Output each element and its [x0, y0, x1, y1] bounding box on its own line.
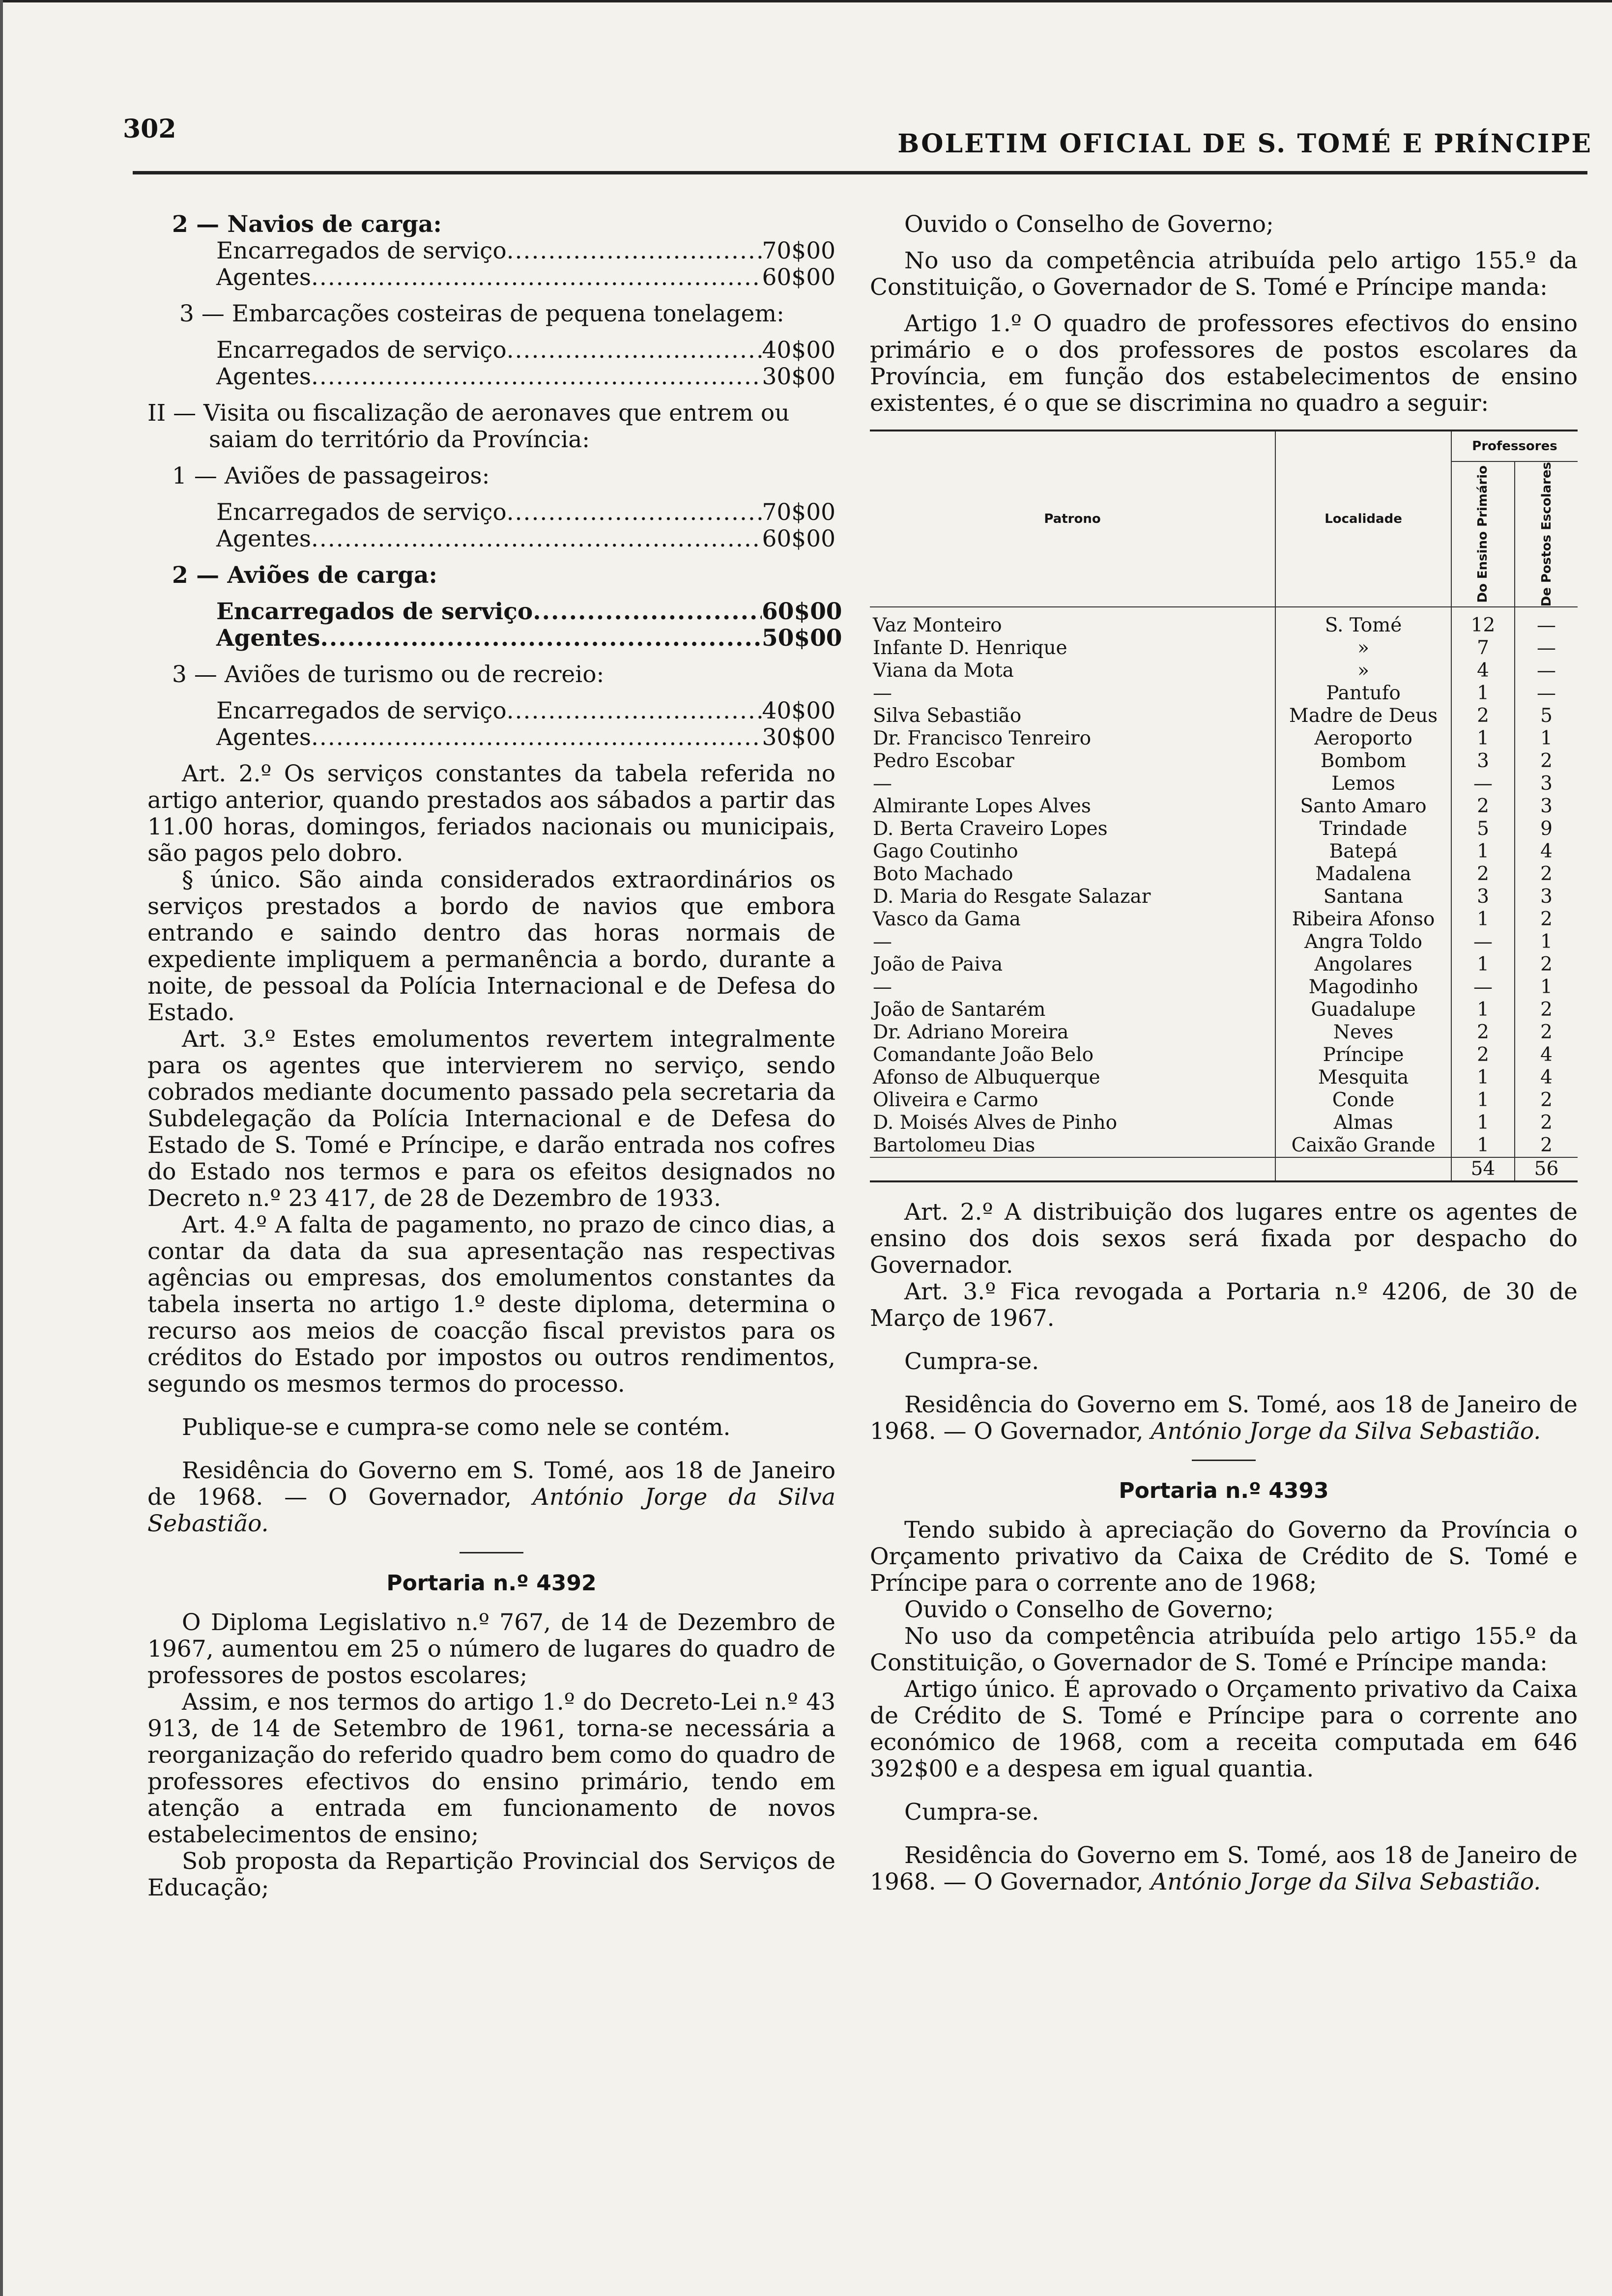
- section-heading: 3 — Embarcações costeiras de pequena tonelagem:: [179, 300, 784, 327]
- fee-row: [216, 337, 835, 364]
- cell-primario: 1: [1451, 1134, 1515, 1157]
- fee-label: Encarregados de serviço: [216, 499, 507, 526]
- paragraph: O Diploma Legislativo n.º 767, de 14 de Dezembro de 1967, aumentou em 25 o número de lugares do quadro de professores de postos escolares;: [147, 1609, 835, 1689]
- paragraph: Tendo subido à apreciação do Governo da Província o Orçamento privativo da Caixa de Crédito de S. Tomé e Príncipe para o corrente ano de 1968;: [870, 1517, 1578, 1597]
- table-row: [870, 818, 1578, 840]
- cell-postos: 2: [1515, 953, 1578, 976]
- fee-row: [216, 264, 835, 291]
- cell-localidade: Magodinho: [1275, 976, 1451, 999]
- cell-localidade: Guadalupe: [1275, 999, 1451, 1021]
- cell-localidade: Madre de Deus: [1275, 705, 1451, 727]
- cell-patrono: Comandante João Belo: [873, 1044, 1094, 1066]
- cell-postos: 2: [1515, 908, 1578, 931]
- col-header-primario: Do Ensino Primário: [1451, 461, 1515, 607]
- governor-name: António Jorge da Silva Sebastião.: [1151, 1868, 1541, 1896]
- table-row: [870, 795, 1578, 818]
- right-column: [870, 211, 1578, 1895]
- cell-patrono: Pedro Escobar: [873, 750, 1014, 773]
- dot-leader: [507, 337, 762, 364]
- cell-patrono: Afonso de Albuquerque: [873, 1066, 1100, 1089]
- cell-patrono: Almirante Lopes Alves: [873, 795, 1091, 818]
- fee-row: [216, 499, 835, 526]
- cell-postos: 4: [1515, 840, 1578, 863]
- cell-localidade: Angolares: [1275, 953, 1451, 976]
- cell-localidade: Ribeira Afonso: [1275, 908, 1451, 931]
- col-header-professores: Professores: [1451, 430, 1578, 461]
- table-row: [870, 1112, 1578, 1134]
- teachers-table: [870, 430, 1578, 1182]
- closing-clause: Cumpra-se.: [904, 1348, 1039, 1376]
- cell-primario: 2: [1451, 705, 1515, 727]
- fee-row: [216, 238, 835, 264]
- fee-row: [216, 526, 835, 552]
- cell-patrono: Dr. Francisco Tenreiro: [873, 727, 1092, 750]
- cell-patrono: Vaz Monteiro: [873, 614, 1002, 637]
- cell-localidade: Pantufo: [1275, 682, 1451, 705]
- cell-localidade: Mesquita: [1275, 1066, 1451, 1089]
- portaria-title: Portaria n.º 4392: [386, 1571, 597, 1596]
- closing-clause: Cumpra-se.: [904, 1799, 1039, 1826]
- table-row: [870, 1021, 1578, 1044]
- dot-leader: [507, 238, 762, 264]
- cell-patrono: —: [873, 976, 892, 999]
- paragraph: Ouvido o Conselho de Governo;: [904, 211, 1274, 238]
- cell-postos: 4: [1515, 1044, 1578, 1066]
- section-heading: II — Visita ou fiscalização de aeronaves que entrem ou saiam do território da Província:: [147, 400, 790, 453]
- fee-value: 70$00: [762, 237, 835, 264]
- fee-row: [216, 698, 835, 724]
- cell-primario: 5: [1451, 818, 1515, 840]
- paragraph: No uso da competência atribuída pelo artigo 155.º da Constituição, o Governador de S. Tomé e Príncipe manda:: [870, 1623, 1578, 1677]
- cell-primario: 2: [1451, 795, 1515, 818]
- table-row: [870, 1066, 1578, 1089]
- fee-label: Agentes: [216, 724, 311, 751]
- fee-value: 40$00: [762, 337, 835, 364]
- cell-localidade: Almas: [1275, 1112, 1451, 1134]
- col-header-postos: De Postos Escolares: [1515, 461, 1578, 607]
- cell-localidade: S. Tomé: [1275, 607, 1451, 637]
- paragraph: Ouvido o Conselho de Governo;: [904, 1596, 1274, 1624]
- fee-list: [147, 499, 835, 552]
- table-row: [870, 976, 1578, 999]
- cell-postos: 2: [1515, 999, 1578, 1021]
- fee-label: Encarregados de serviço: [216, 237, 507, 264]
- cell-postos: —: [1515, 682, 1578, 705]
- cell-patrono: Vasco da Gama: [873, 908, 1021, 931]
- section-heading: 2 — Navios de carga:: [172, 211, 442, 238]
- cell-primario: 1: [1451, 953, 1515, 976]
- article-2: Art. 2.º A distribuição dos lugares entre os agentes de ensino dos dois sexos será fixada por despacho do Governador.: [870, 1199, 1578, 1279]
- cell-primario: 3: [1451, 886, 1515, 908]
- table-row: [870, 660, 1578, 682]
- fee-label: Encarregados de serviço: [216, 337, 507, 364]
- paragraph: Sob proposta da Repartição Provincial dos Serviços de Educação;: [147, 1848, 835, 1901]
- fee-label: Encarregados de serviço: [216, 598, 533, 625]
- governor-name: António Jorge da Silva Sebastião.: [147, 1484, 835, 1537]
- cell-localidade: Trindade: [1275, 818, 1451, 840]
- fee-list: [147, 598, 842, 652]
- dot-leader: [533, 599, 762, 625]
- fee-list: [147, 698, 835, 751]
- col-header-patrono: Patrono: [1044, 512, 1101, 527]
- table-row: [870, 840, 1578, 863]
- cell-primario: 1: [1451, 999, 1515, 1021]
- paragraph: Assim, e nos termos do artigo 1.º do Decreto-Lei n.º 43 913, de 14 de Setembro de 1961, torna-se necessária a reorganização do referido quadro bem como do quadro de professores efectivos do ensino primário, tendo em atenção a entrada em funcionamento de novos estabelecimentos de ensino;: [147, 1689, 835, 1848]
- cell-patrono: —: [873, 773, 892, 795]
- cell-postos: 1: [1515, 727, 1578, 750]
- cell-postos: 3: [1515, 795, 1578, 818]
- single-paragraph: § único. São ainda considerados extraordinários os serviços prestados a bordo de navios que embora entrando e saindo dentro das horas normais de expediente impliquem a permanência a bordo, durante a noite, de pessoal da Polícia Internacional e de Defesa do Estado.: [147, 866, 835, 1026]
- cell-primario: 1: [1451, 1112, 1515, 1134]
- cell-primario: 1: [1451, 727, 1515, 750]
- cell-localidade: Príncipe: [1275, 1044, 1451, 1066]
- fee-label: Agentes: [216, 625, 320, 652]
- cell-primario: 4: [1451, 660, 1515, 682]
- cell-patrono: D. Berta Craveiro Lopes: [873, 818, 1108, 840]
- cell-localidade: Caixão Grande: [1275, 1134, 1451, 1157]
- cell-postos: —: [1515, 607, 1578, 637]
- fee-value: 70$00: [762, 499, 835, 526]
- table-row: [870, 705, 1578, 727]
- table-row: [870, 999, 1578, 1021]
- dot-leader: [507, 698, 762, 724]
- cell-localidade: Bombom: [1275, 750, 1451, 773]
- fee-list: [147, 337, 835, 390]
- cell-patrono: D. Maria do Resgate Salazar: [873, 886, 1151, 908]
- cell-patrono: —: [873, 682, 892, 705]
- fee-label: Agentes: [216, 525, 311, 552]
- residence-text: Residência do Governo em S. Tomé, aos 18 de Janeiro de 1968. — O Governador,: [870, 1391, 1578, 1445]
- cell-primario: 2: [1451, 1021, 1515, 1044]
- cell-primario: 1: [1451, 840, 1515, 863]
- fee-label: Agentes: [216, 264, 311, 291]
- portaria-title: Portaria n.º 4393: [1119, 1478, 1329, 1504]
- page-left-border: [0, 0, 3, 2296]
- dot-leader: [311, 526, 762, 552]
- cell-primario: 1: [1451, 908, 1515, 931]
- cell-patrono: Infante D. Henrique: [873, 637, 1067, 660]
- cell-localidade: Aeroporto: [1275, 727, 1451, 750]
- cell-postos: 2: [1515, 750, 1578, 773]
- cell-patrono: Oliveira e Carmo: [873, 1089, 1038, 1112]
- cell-postos: 2: [1515, 1021, 1578, 1044]
- cell-localidade: »: [1275, 637, 1451, 660]
- fee-row: [216, 625, 842, 652]
- cell-postos: —: [1515, 637, 1578, 660]
- cell-postos: —: [1515, 660, 1578, 682]
- cell-primario: —: [1451, 773, 1515, 795]
- table-row: [870, 1134, 1578, 1157]
- cell-postos: 5: [1515, 705, 1578, 727]
- residence-text: Residência do Governo em S. Tomé, aos 18 de Janeiro de 1968. — O Governador,: [147, 1457, 835, 1511]
- cell-localidade: »: [1275, 660, 1451, 682]
- cell-primario: —: [1451, 976, 1515, 999]
- cell-localidade: Neves: [1275, 1021, 1451, 1044]
- cell-primario: 2: [1451, 1044, 1515, 1066]
- cell-postos: 2: [1515, 863, 1578, 886]
- section-separator: [460, 1552, 523, 1553]
- cell-primario: 3: [1451, 750, 1515, 773]
- cell-primario: 7: [1451, 637, 1515, 660]
- dot-leader: [311, 364, 762, 390]
- table-row: [870, 953, 1578, 976]
- article-1: Artigo 1.º O quadro de professores efectivos do ensino primário e o dos professores de postos escolares da Província, em função dos estabelecimentos de ensino existentes, é o que se discrimina no quadro a seguir:: [870, 310, 1578, 417]
- cell-postos: 4: [1515, 1066, 1578, 1089]
- signature-block: [870, 1842, 1578, 1895]
- publish-clause: Publique-se e cumpra-se como nele se contém.: [182, 1414, 731, 1441]
- table-row: [870, 1044, 1578, 1066]
- cell-localidade: Batepá: [1275, 840, 1451, 863]
- fee-value: 60$00: [762, 264, 835, 291]
- governor-name: António Jorge da Silva Sebastião.: [1151, 1418, 1541, 1445]
- total-postos: 56: [1515, 1157, 1578, 1181]
- section-separator: [1192, 1460, 1256, 1461]
- cell-localidade: Conde: [1275, 1089, 1451, 1112]
- cell-postos: 2: [1515, 1112, 1578, 1134]
- table-row: [870, 1089, 1578, 1112]
- fee-row: [216, 724, 835, 751]
- left-column: [147, 211, 842, 1901]
- header-rule: [133, 171, 1587, 174]
- cell-postos: 1: [1515, 976, 1578, 999]
- cell-primario: 1: [1451, 1066, 1515, 1089]
- cell-localidade: Angra Toldo: [1275, 931, 1451, 953]
- cell-patrono: Boto Machado: [873, 863, 1013, 886]
- signature-block: [870, 1392, 1578, 1445]
- cell-postos: 2: [1515, 1134, 1578, 1157]
- cell-localidade: Madalena: [1275, 863, 1451, 886]
- article-4: Art. 4.º A falta de pagamento, no prazo de cinco dias, a contar da data da sua apresentação nas respectivas agências ou empresas, dos emolumentos constantes da tabela inserta no artigo 1.º deste diploma, determina o recurso aos meios de coacção fiscal previstos para os créditos do Estado por impostos ou outros rendimentos, segundo os mesmos termos do processo.: [147, 1211, 835, 1398]
- cell-primario: 2: [1451, 863, 1515, 886]
- table-row: [870, 607, 1578, 637]
- fee-row: [216, 364, 835, 390]
- cell-patrono: Dr. Adriano Moreira: [873, 1021, 1069, 1044]
- cell-primario: 12: [1451, 607, 1515, 637]
- cell-primario: 1: [1451, 682, 1515, 705]
- cell-localidade: Santana: [1275, 886, 1451, 908]
- residence-text: Residência do Governo em S. Tomé, aos 18 de Janeiro de 1968. — O Governador,: [870, 1842, 1578, 1896]
- dot-leader: [311, 724, 762, 751]
- cell-patrono: João de Santarém: [873, 999, 1046, 1021]
- cell-primario: 1: [1451, 1089, 1515, 1112]
- article-3: Art. 3.º Estes emolumentos revertem integralmente para os agentes que intervierem no serviço, sendo cobrados mediante documento passado pela secretaria da Subdelegação da Polícia Internacional e de Defesa do Estado de S. Tomé e Príncipe, e darão entrada nos cofres do Estado nos termos e para os efeitos designados no Decreto n.º 23 417, de 28 de Dezembro de 1933.: [147, 1026, 835, 1212]
- table-row: [870, 750, 1578, 773]
- fee-value: 30$00: [762, 363, 835, 390]
- article-3: Art. 3.º Fica revogada a Portaria n.º 4206, de 30 de Março de 1967.: [870, 1278, 1578, 1332]
- dot-leader: [320, 625, 762, 652]
- table-row: [870, 908, 1578, 931]
- section-heading: 2 — Aviões de carga:: [172, 562, 437, 589]
- bulletin-title: BOLETIM OFICIAL DE S. TOMÉ E PRÍNCIPE: [897, 129, 1592, 159]
- fee-value: 30$00: [762, 724, 835, 751]
- cell-localidade: Lemos: [1275, 773, 1451, 795]
- fee-value: 60$00: [762, 525, 835, 552]
- cell-patrono: Silva Sebastião: [873, 705, 1022, 727]
- table-row: [870, 682, 1578, 705]
- paragraph: No uso da competência atribuída pelo artigo 155.º da Constituição, o Governador de S. Tomé e Príncipe manda:: [870, 247, 1578, 301]
- section-heading: 1 — Aviões de passageiros:: [172, 462, 490, 489]
- table-row: [870, 773, 1578, 795]
- fee-value: 40$00: [762, 697, 835, 724]
- page-number: 302: [123, 114, 176, 144]
- dot-leader: [507, 499, 762, 526]
- cell-patrono: —: [873, 931, 892, 953]
- fee-value: 50$00: [762, 625, 842, 652]
- fee-row: [216, 598, 842, 625]
- cell-primario: —: [1451, 931, 1515, 953]
- cell-postos: 9: [1515, 818, 1578, 840]
- cell-postos: 3: [1515, 886, 1578, 908]
- article-2: Art. 2.º Os serviços constantes da tabela referida no artigo anterior, quando prestados aos sábados a partir das 11.00 horas, domingos, feriados nacionais ou municipais, são pagos pelo dobro.: [147, 760, 835, 867]
- table-row: [870, 637, 1578, 660]
- cell-patrono: Viana da Mota: [873, 660, 1014, 682]
- cell-postos: 2: [1515, 1089, 1578, 1112]
- dot-leader: [311, 264, 762, 291]
- table-row: [870, 886, 1578, 908]
- cell-patrono: Gago Coutinho: [873, 840, 1018, 863]
- cell-patrono: D. Moisés Alves de Pinho: [873, 1112, 1118, 1134]
- cell-postos: 1: [1515, 931, 1578, 953]
- table-row: [870, 863, 1578, 886]
- cell-postos: 3: [1515, 773, 1578, 795]
- table-row: [870, 727, 1578, 750]
- fee-label: Encarregados de serviço: [216, 697, 507, 724]
- section-heading: 3 — Aviões de turismo ou de recreio:: [172, 661, 604, 688]
- page-top-border: [0, 0, 1612, 2]
- signature-block: [147, 1458, 835, 1537]
- cell-patrono: João de Paiva: [873, 953, 1003, 976]
- total-primario: 54: [1451, 1157, 1515, 1181]
- cell-localidade: Santo Amaro: [1275, 795, 1451, 818]
- sole-article: Artigo único. É aprovado o Orçamento privativo da Caixa de Crédito de S. Tomé e Príncipe para o corrente ano económico de 1968, com a receita computada em 646 392$00 e a despesa em igual quantia.: [870, 1676, 1578, 1783]
- fee-list: [147, 238, 835, 291]
- cell-patrono: Bartolomeu Dias: [873, 1134, 1036, 1157]
- fee-value: 60$00: [762, 598, 842, 625]
- fee-label: Agentes: [216, 363, 311, 390]
- table-row: [870, 931, 1578, 953]
- col-header-localidade: Localidade: [1275, 430, 1451, 607]
